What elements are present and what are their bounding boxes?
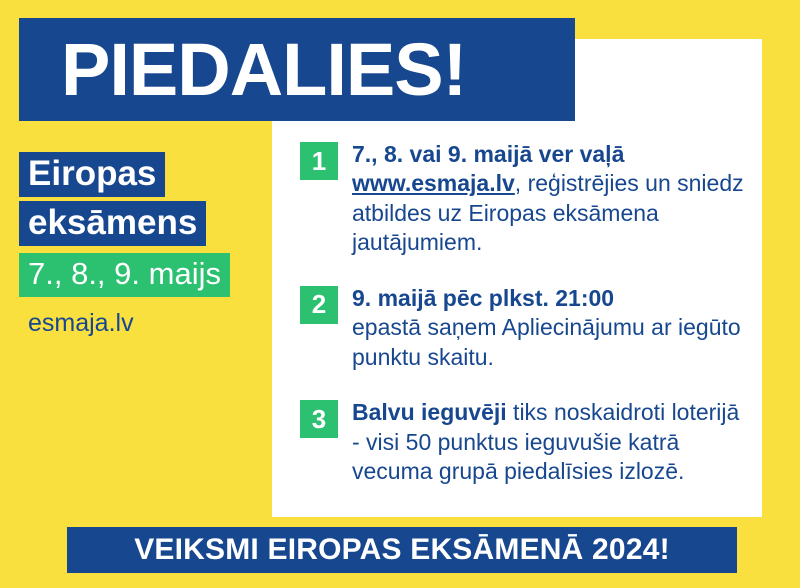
step-body-text: , reģistrējies un sniedz atbildes uz Eiropas eksāmena jautājumiem. (352, 170, 744, 256)
step-number-badge: 3 (300, 400, 338, 438)
step-number-badge: 2 (300, 286, 338, 324)
step-number-badge: 1 (300, 142, 338, 180)
esmaja-link[interactable]: www.esmaja.lv (352, 170, 515, 197)
left-column (19, 152, 269, 338)
list-item (300, 140, 750, 258)
event-dates-wrapper (19, 250, 269, 297)
step-text (352, 398, 750, 486)
step-lead-text: Balvu ieguvēji (352, 399, 507, 426)
footer-banner (67, 527, 737, 573)
event-name-line-1: Eiropas (19, 152, 165, 197)
step-lead-text: 9. maijā pēc plkst. 21:00 (352, 284, 615, 311)
steps-list (300, 140, 750, 512)
step-text (352, 284, 750, 372)
event-name-line-2: eksāmens (19, 201, 206, 246)
page-title: PIEDALIES! (61, 27, 467, 111)
event-dates: 7., 8., 9. maijs (19, 253, 230, 297)
event-name-line-2-wrapper (19, 201, 269, 250)
step-body-text: epastā saņem Apliecinājumu ar iegūto punktu skaitu. (352, 314, 741, 370)
header-banner (19, 18, 575, 121)
list-item (300, 284, 750, 372)
step-body-text: tiks noskaidroti loterijā - visi 50 punktus ieguvušie katrā vecuma grupā piedalīsies izlozē. (352, 399, 740, 484)
step-text (352, 140, 750, 258)
site-url[interactable]: esmaja.lv (28, 309, 134, 338)
step-lead-text: 7., 8. vai 9. maijā ver vaļā (352, 141, 625, 167)
event-name-line-1-wrapper (19, 152, 269, 201)
footer-text: VEIKSMI EIROPAS EKSĀMENĀ 2024! (134, 533, 670, 566)
list-item (300, 398, 750, 486)
